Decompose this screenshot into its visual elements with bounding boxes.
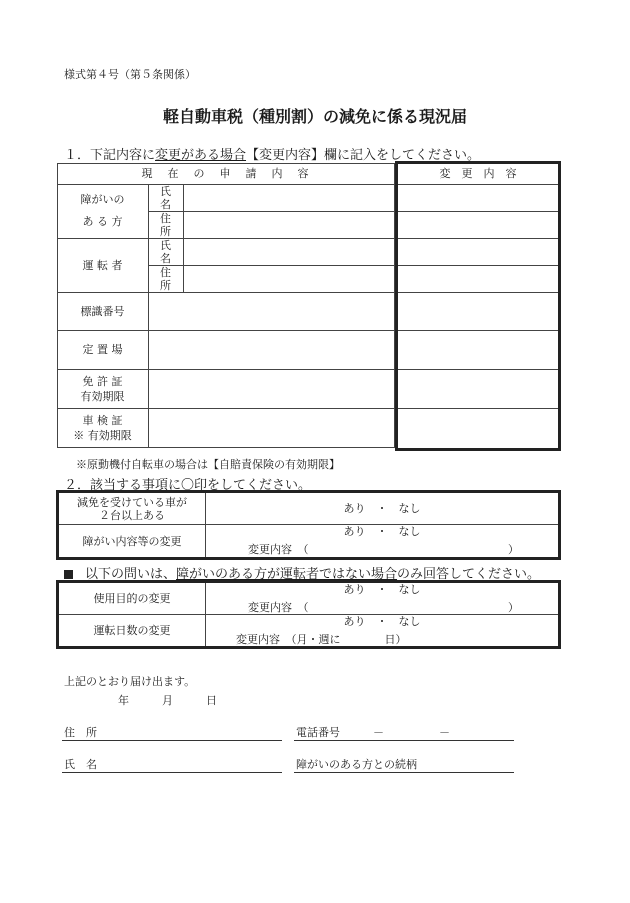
answer-days-change[interactable]: あり ・ なし: [343, 615, 421, 628]
label-storage-place: 定 置 場: [82, 343, 123, 356]
change-driver-name-field[interactable]: [398, 239, 558, 265]
label-license-line1: 免 許 証: [82, 374, 123, 388]
section3-heading-suffix: のみ回答してください。: [397, 567, 541, 582]
section1-heading-underlined: 変更がある場合: [155, 148, 247, 163]
label-license-expiry: [57, 369, 148, 408]
phone-underline[interactable]: [294, 740, 514, 741]
section3-heading-prefix: 以下の問いは、: [85, 567, 177, 582]
label-address-1: [148, 211, 183, 238]
address-underline[interactable]: [62, 740, 282, 741]
label-address-2: [148, 265, 183, 292]
label-address-1a: 住: [160, 211, 171, 225]
label-inspection-expiry: [57, 408, 148, 448]
label-purpose-change: 使用目的の変更: [93, 592, 171, 605]
label-address-2a: 住: [160, 265, 171, 279]
label-driver: 運 転 者: [82, 258, 123, 272]
label-disabled-person: [57, 184, 148, 238]
change-inspection-field[interactable]: [398, 409, 558, 448]
label-days-change: 運転日数の変更: [93, 624, 171, 637]
section1-heading-suffix: 【変更内容】欄に記入をしてください。: [246, 148, 481, 163]
label-inspection-line2: ※ 有効期限: [73, 429, 132, 442]
change-license-field[interactable]: [398, 370, 558, 408]
label-disabled-person-line1: 障がいの: [80, 193, 125, 206]
answer-disability-change[interactable]: あり ・ なし: [343, 525, 421, 538]
address-label: 住 所: [64, 726, 97, 739]
disability-change-close-paren: ）: [508, 543, 519, 556]
label-name-1b: 名: [160, 197, 171, 211]
label-name-1a: 氏: [160, 184, 171, 198]
purpose-change-close-paren: ）: [508, 601, 519, 614]
label-address-2b: 所: [160, 278, 171, 292]
section3-heading-underlined: 障がいのある方が運転者ではない場合: [176, 567, 398, 582]
label-two-cars-line2: ２台以上ある: [99, 508, 165, 522]
label-name-2: [148, 238, 183, 265]
label-two-cars: [59, 493, 205, 524]
label-inspection-line1: 車 検 証: [82, 414, 123, 427]
purpose-change-detail-label: 変更内容 （: [248, 601, 309, 614]
label-name-2b: 名: [160, 251, 171, 265]
header-change: 変 更 内 容: [439, 167, 517, 180]
date-line[interactable]: 年 月 日: [118, 694, 217, 707]
label-plate-number: 標識番号: [80, 304, 125, 318]
label-license-line2: 有効期限: [80, 389, 125, 403]
declaration-statement: 上記のとおり届け出ます。: [64, 675, 196, 688]
days-change-detail: 変更内容 （月・週に 日）: [236, 633, 407, 646]
section1-heading-prefix: １．下記内容に: [64, 148, 156, 163]
label-address-1b: 所: [160, 224, 171, 238]
form-number: 様式第４号（第５条関係）: [64, 68, 196, 81]
label-disabled-person-line2: あ る 方: [82, 215, 123, 228]
label-disability-change: 障がい内容等の変更: [82, 534, 182, 548]
change-driver-address-field[interactable]: [398, 266, 558, 292]
square-bullet-icon: [64, 570, 73, 579]
relation-label: 障がいのある方との続柄: [296, 758, 417, 771]
relation-underline[interactable]: [294, 772, 514, 773]
change-plate-field[interactable]: [398, 293, 558, 330]
change-storage-field[interactable]: [398, 331, 558, 369]
label-name-1: [148, 184, 183, 211]
label-two-cars-line1: 減免を受けている車が: [77, 495, 187, 509]
name-underline[interactable]: [62, 772, 282, 773]
answer-purpose-change[interactable]: あり ・ なし: [343, 583, 421, 596]
moped-note: ※原動機付自転車の場合は【自賠責保険の有効期限】: [76, 458, 340, 471]
page-title: 軽自動車税（種別割）の減免に係る現況届: [162, 107, 467, 126]
section2-heading: ２．該当する事項に〇印をしてください。: [64, 478, 312, 493]
answer-two-cars[interactable]: あり ・ なし: [343, 502, 421, 515]
change-disabled-name-field[interactable]: [398, 185, 558, 211]
phone-label: 電話番号 － －: [296, 726, 450, 739]
header-current: 現 在 の 申 請 内 容: [141, 167, 311, 180]
name-label: 氏 名: [64, 758, 97, 771]
change-disabled-address-field[interactable]: [398, 212, 558, 238]
disability-change-detail-label: 変更内容 （: [248, 543, 309, 556]
label-name-2a: 氏: [160, 238, 171, 252]
